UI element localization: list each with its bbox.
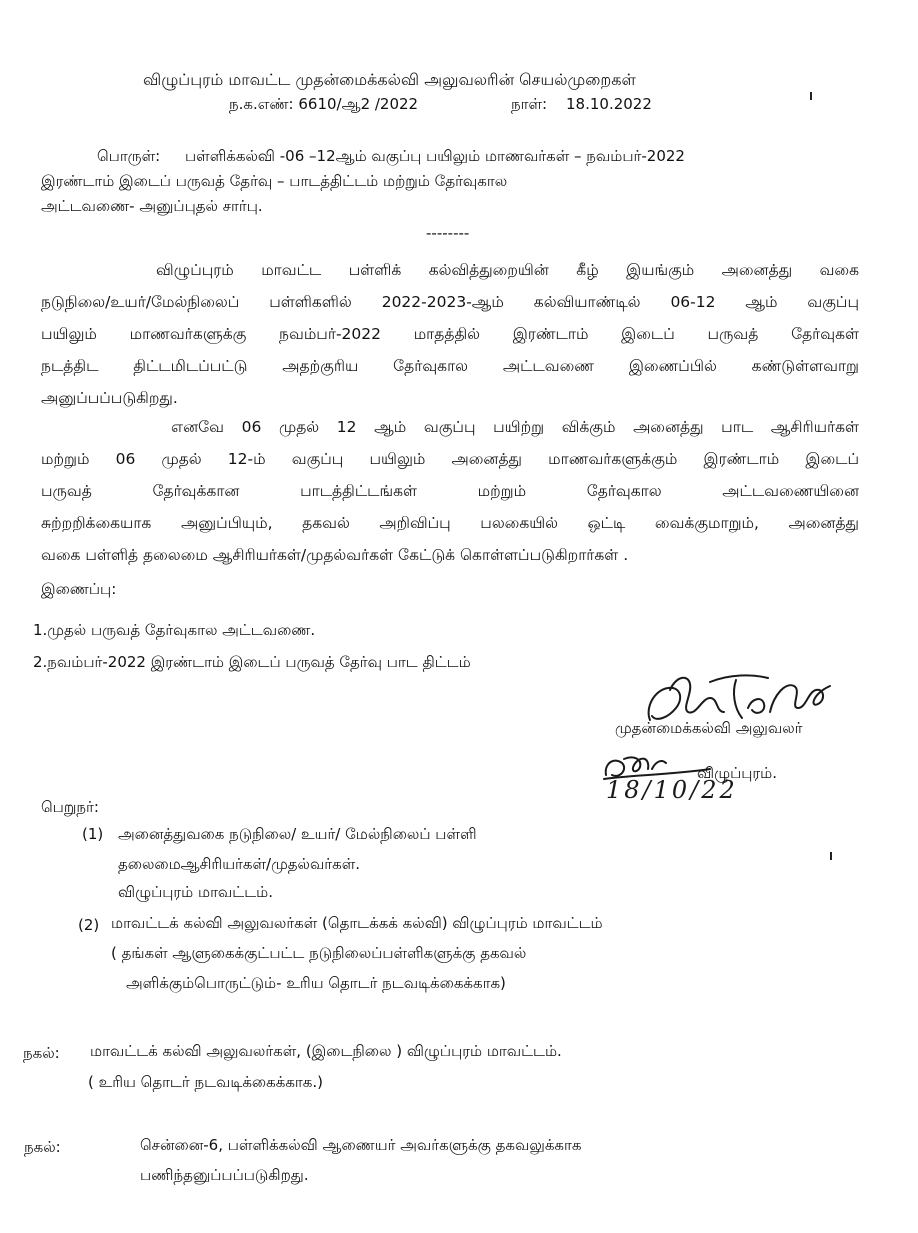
copy-2-label: நகல்:	[24, 1138, 61, 1156]
enclosure-item-2: 2.நவம்பர்-2022 இரண்டாம் இடைப் பருவத் தேர்வு பாட திட்டம்	[33, 653, 471, 671]
recipient-2-number: (2)	[78, 916, 100, 934]
paragraph-line: வகை பள்ளித் தலைமை ஆசிரியர்கள்/முதல்வர்கள் கேட்டுக் கொள்ளப்படுகிறார்கள் .	[41, 546, 629, 564]
paragraph-line: விழுப்புரம் மாவட்ட பள்ளிக் கல்வித்துறையின் கீழ் இயங்கும் அனைத்து வகை	[156, 261, 859, 279]
subject-line-1: பள்ளிக்கல்வி -06 –12ஆம் வகுப்பு பயிலும் மாணவர்கள் – நவம்பர்-2022	[185, 147, 685, 165]
subject-label: பொருள்:	[97, 147, 161, 165]
paragraph-line: மற்றும் 06 முதல் 12-ம் வகுப்பு பயிலும் அனைத்து மாணவர்களுக்கும் இரண்டாம் இடைப்	[41, 450, 859, 468]
paragraph-line: நடத்திட திட்டமிடப்பட்டு அதற்குரிய தேர்வுகால அட்டவணை இணைப்பில் கண்டுள்ளவாறு	[41, 357, 859, 375]
paragraph-line: எனவே 06 முதல் 12 ஆம் வகுப்பு பயிற்று விக்கும் அனைத்து பாட ஆசிரியர்கள்	[171, 418, 859, 436]
recipient-2-line-2: ( தங்கள் ஆளுகைக்குட்பட்ட நடுநிலைப்பள்ளிகளுக்கு தகவல்	[111, 944, 527, 962]
copy-2-line-2: பணிந்தனுப்பப்படுகிறது.	[140, 1166, 309, 1184]
copy-1-line-2: ( உரிய தொடர் நடவடிக்கைக்காக.)	[88, 1073, 323, 1091]
recipient-1-line-1: அனைத்துவகை நடுநிலை/ உயர்/ மேல்நிலைப் பள்ளி	[118, 825, 477, 843]
paragraph-line: சுற்றறிக்கையாக அனுப்பியும், தகவல் அறிவிப்பு பலகையில் ஒட்டி வைக்குமாறும், அனைத்து	[41, 514, 859, 532]
recipient-1-number: (1)	[82, 825, 104, 843]
body-paragraph-2	[41, 411, 859, 571]
stray-mark	[830, 852, 832, 860]
recipient-2-line-1: மாவட்டக் கல்வி அலுவலர்கள் (தொடக்கக் கல்வி) விழுப்புரம் மாவட்டம்	[111, 914, 603, 932]
reference-number: ந.க.எண்: 6610/ஆ2 /2022	[229, 95, 419, 113]
recipient-1-line-2: தலைமைஆசிரியர்கள்/முதல்வர்கள்.	[118, 855, 361, 873]
signatory-place: விழுப்புரம்.	[697, 764, 778, 782]
office-title: விழுப்புரம் மாவட்ட முதன்மைக்கல்வி அலுவலரின் செயல்முறைகள்	[143, 70, 636, 89]
paragraph-line: நடுநிலை/உயர்/மேல்நிலைப் பள்ளிகளில் 2022-2023-ஆம் கல்வியாண்டில் 06-12 ஆம் வகுப்பு	[41, 293, 859, 311]
separator: --------	[426, 224, 470, 242]
subject-line-2: இரண்டாம் இடைப் பருவத் தேர்வு – பாடத்திட்டம் மற்றும் தேர்வுகால	[41, 172, 508, 190]
date-label: நாள்:	[511, 95, 548, 113]
recipient-2-line-3: அளிக்கும்பொருட்டும்- உரிய தொடர் நடவடிக்கைக்காக)	[126, 974, 506, 992]
paragraph-line: பயிலும் மாணவர்களுக்கு நவம்பர்-2022 மாதத்தில் இரண்டாம் இடைப் பருவத் தேர்வுகள்	[41, 325, 859, 343]
copy-2-line-1: சென்னை-6, பள்ளிக்கல்வி ஆணையர் அவர்களுக்கு தகவலுக்காக	[140, 1136, 582, 1154]
copy-1-line-1: மாவட்டக் கல்வி அலுவலர்கள், (இடைநிலை ) விழுப்புரம் மாவட்டம்.	[90, 1042, 562, 1060]
signatory-designation: முதன்மைக்கல்வி அலுவலர்	[615, 719, 803, 737]
date-value: 18.10.2022	[566, 95, 652, 113]
subject-line-3: அட்டவணை- அனுப்புதல் சார்பு.	[41, 197, 263, 215]
recipients-label: பெறுநர்:	[41, 798, 99, 816]
body-paragraph-1	[41, 254, 859, 414]
handwritten-date: 18/10/22	[606, 776, 738, 804]
recipient-1-line-3: விழுப்புரம் மாவட்டம்.	[118, 883, 273, 901]
paragraph-line: பருவத் தேர்வுக்கான பாடத்திட்டங்கள் மற்றும் தேர்வுகால அட்டவணையினை	[41, 482, 859, 500]
paragraph-line: அனுப்பப்படுகிறது.	[41, 389, 178, 407]
copy-1-label: நகல்:	[23, 1044, 60, 1062]
stray-mark	[810, 92, 812, 100]
enclosure-label: இணைப்பு:	[41, 580, 117, 598]
enclosure-item-1: 1.முதல் பருவத் தேர்வுகால அட்டவணை.	[33, 621, 316, 639]
